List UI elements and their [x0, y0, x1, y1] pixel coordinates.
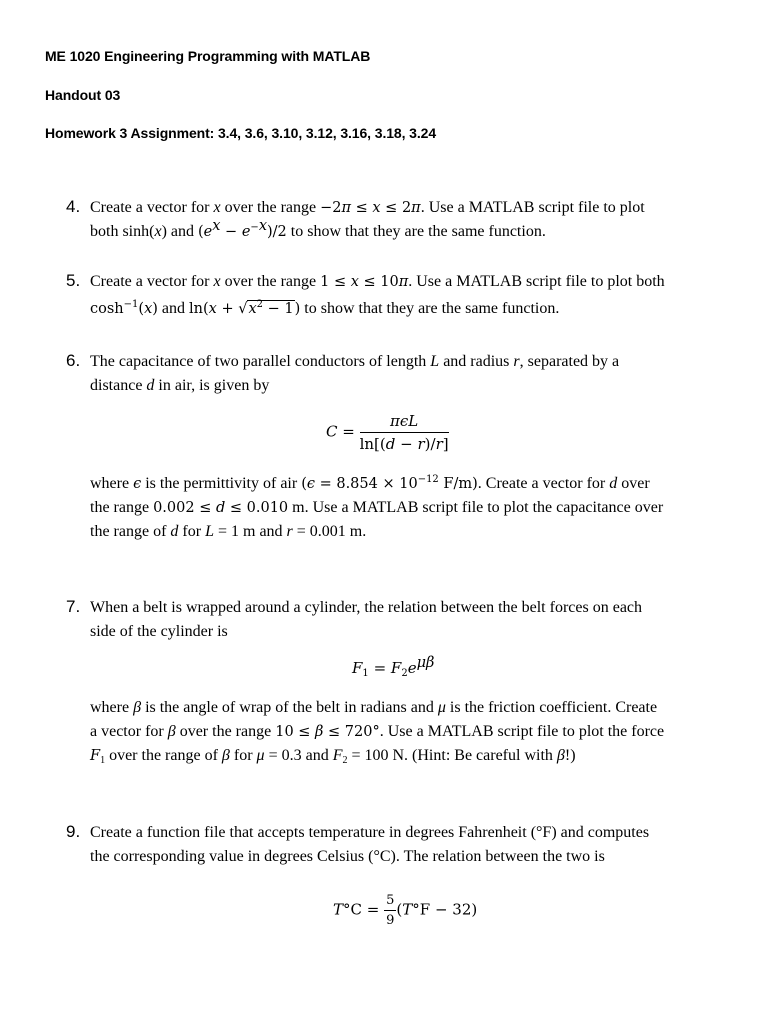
capacitance-equation: C = $\frac{\text{πϵL}}{\ln[(d - r)/r]}$	[326, 412, 449, 453]
handout-label: Handout 03	[45, 87, 121, 103]
problem-7-after-line-3: $F_1$ over the range of β for μ = 0.3 and $F_2 = 100$ N. (Hint: Be careful with β!)	[90, 747, 576, 766]
problem-7-number: 7.	[66, 597, 81, 616]
problem-5-text	[90, 270, 730, 321]
problem-4-line-1: Create a vector for x over the range −2π ≤ x ≤ 2π. Use a MATLAB script file to plot	[90, 199, 645, 216]
course-title: ME 1020 Engineering Programming with MATLAB	[45, 48, 371, 64]
problem-4-text	[90, 196, 730, 244]
problem-6-line-2: distance d in air, is given by	[90, 377, 270, 394]
problem-9-text	[90, 821, 730, 869]
problem-7-text	[90, 596, 730, 644]
problem-4-line-2: both sinh(x) and $(e^x - e^{-x})/2$ to show that they are the same function.	[90, 218, 546, 240]
problem-7-after-line-2: a vector for β over the range 10 ≤ β ≤ 720°. Use a MATLAB script file to plot the force	[90, 723, 665, 740]
problem-6-after-line-1: where ϵ is the permittivity of air ($\epsilon = 8.854 \times 10^{-12}$ F/m). Create a vector for d over	[90, 474, 650, 492]
problem-7-after-line-1: where β is the angle of wrap of the belt in radians and μ is the friction coefficient. Create	[90, 699, 658, 716]
problem-6-after-line-2: the range 0.002 ≤ d ≤ 0.010 m. Use a MATLAB script file to plot the capacitance over	[90, 499, 664, 516]
temperature-equation: T°C = $\frac{5}{9}$ (T°F − 32)	[333, 893, 478, 928]
assignment-line: Homework 3 Assignment: 3.4, 3.6, 3.10, 3.12, 3.16, 3.18, 3.24	[45, 125, 437, 141]
problem-7-line-1: When a belt is wrapped around a cylinder, the relation between the belt forces on each	[90, 599, 643, 616]
problem-6-after	[90, 472, 730, 544]
problem-7-line-2: side of the cylinder is	[90, 623, 228, 640]
problem-6-number: 6.	[66, 351, 81, 370]
problem-9-line-2: the corresponding value in degrees Celsius (°C). The relation between the two is	[90, 848, 605, 865]
problem-5-line-1: Create a vector for x over the range 1 ≤ x ≤ 10π. Use a MATLAB script file to plot both	[90, 273, 665, 290]
problem-6-line-1: The capacitance of two parallel conductors of length L and radius r, separated by a	[90, 353, 620, 370]
problem-9-number: 9.	[66, 822, 81, 841]
problem-5-line-2: $\cosh^{-1}(x)$ and $\ln(x + √x^2 - 1)$ to show that they are the same function.	[90, 299, 560, 317]
problem-7-after	[90, 696, 730, 768]
problem-6-after-line-3: the range of d for L = 1 m and r = 0.001 m.	[90, 523, 367, 540]
problem-5-number: 5.	[66, 271, 81, 290]
problem-9-line-1: Create a function file that accepts temperature in degrees Fahrenheit (°F) and computes	[90, 824, 650, 841]
belt-equation: $F_1 = F_2e^{\mu\beta}$	[352, 655, 435, 679]
problem-6-text	[90, 350, 730, 398]
problem-4-number: 4.	[66, 197, 81, 216]
